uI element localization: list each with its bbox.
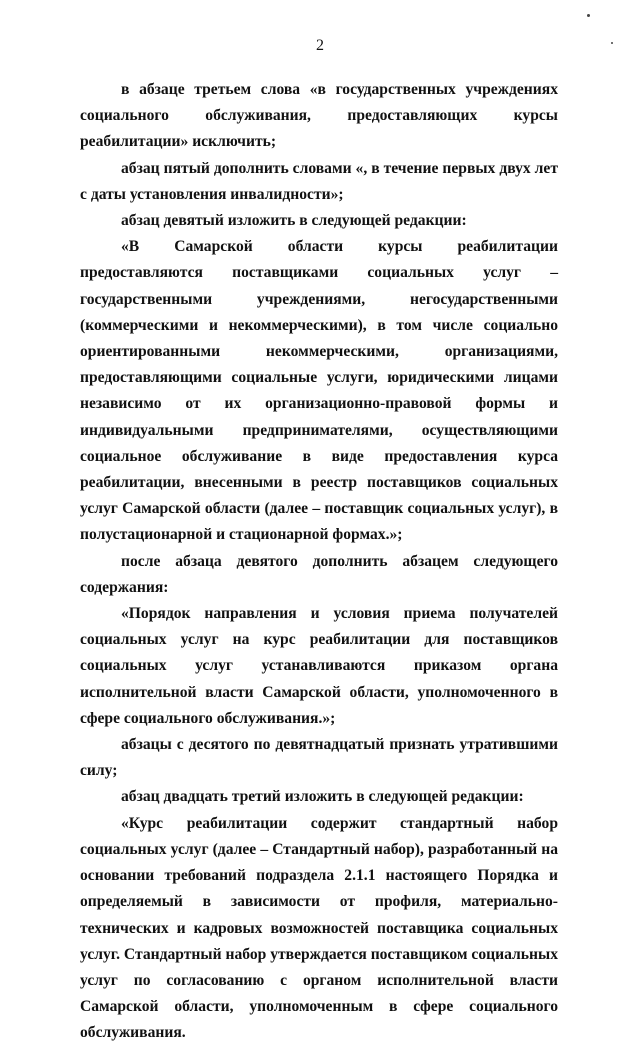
document-body <box>80 77 558 1047</box>
paragraph: абзац девятый изложить в следующей редакции: <box>121 212 467 230</box>
paragraph: после абзаца девятого дополнить абзацем следующего содержания: <box>80 552 558 596</box>
paragraph: «В Самарской области курсы реабилитации предоставляются поставщиками социальных услуг – государственными учреждениями, негосударственными (коммерческими и некоммерческими), в том числе социально ориентированными некоммерческими, организациями, предоставляющими социальные услуги, юридическими лицами независимо от их организационно-правовой формы и индивидуальными предпринимателями, осуществляющими социальное обслуживание в виде предоставления курса реабилитации, внесенными в реестр поставщиков социальных услуг Самарской области (далее – поставщик социальных услуг), в полустационарной и стационарной формах.»; <box>80 238 558 544</box>
paragraph: абзац двадцать третий изложить в следующей редакции: <box>121 788 524 806</box>
page-number: 2 <box>316 37 324 54</box>
paragraph: «Курс реабилитации содержит стандартный набор социальных услуг (далее – Стандартный набор), разработанный на основании требований подраздела 2.1.1 настоящего Порядка и определяемый в зависимости от профиля, материально-технических и кадровых возможностей поставщика социальных услуг. Стандартный набор утверждается поставщиком социальных услуг по согласованию с органом исполнительной власти Самарской области, уполномоченным в сфере социального обслуживания. <box>80 814 558 1042</box>
scan-speck <box>587 14 590 17</box>
paragraph: абзацы с десятого по девятнадцатый признать утратившими силу; <box>80 736 558 780</box>
paragraph: абзац пятый дополнить словами «, в течение первых двух лет с даты установления инвалидности»; <box>80 159 558 203</box>
paragraph: «Порядок направления и условия приема получателей социальных услуг на курс реабилитации для поставщиков социальных услуг устанавливаются приказом органа исполнительной власти Самарской области, уполномоченного в сфере социального обслуживания.»; <box>80 605 558 727</box>
scan-speck <box>611 42 613 44</box>
paragraph: в абзаце третьем слова «в государственных учреждениях социального обслуживания, предоставляющих курсы реабилитации» исключить; <box>80 81 558 151</box>
